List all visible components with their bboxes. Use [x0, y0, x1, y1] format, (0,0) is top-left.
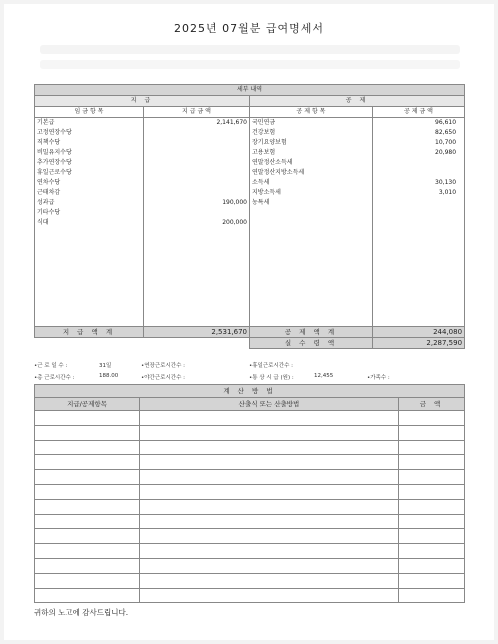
list-value: 190,000: [222, 199, 247, 206]
calc-amount-column-header: 금 액: [399, 398, 465, 411]
calc-title: 계 산 방 법: [35, 385, 465, 398]
work-days-value: 31일: [99, 363, 112, 369]
pay-total-value: 2,531,670: [144, 327, 250, 338]
footer-message: 귀하의 노고에 감사드립니다.: [34, 608, 129, 617]
blank-cell: [35, 338, 250, 349]
hourly-wage-label: •통 상 시 급 (원) :: [249, 375, 294, 381]
list-value: 3,010: [438, 189, 457, 196]
list-value: 30,130: [435, 179, 457, 186]
section-title: 세부 내역: [35, 85, 465, 96]
list-item: 연차수당: [37, 179, 61, 186]
pay-header: 지 급: [35, 96, 250, 107]
list-item: 기타수당: [37, 209, 61, 216]
list-value: 200,000: [222, 219, 247, 226]
table-row: [35, 529, 465, 544]
list-value: [146, 168, 247, 178]
list-item: 지방소득세: [252, 189, 281, 196]
total-hours-label: •총 근로시간수 :: [34, 375, 75, 381]
list-item: 추가연장수당: [37, 159, 72, 166]
list-value: [375, 158, 456, 168]
list-value: [146, 188, 247, 198]
work-days-label: •근 로 일 수 :: [34, 363, 68, 369]
list-value: [375, 168, 456, 178]
list-item: 근태차감: [37, 189, 61, 196]
table-row: [35, 558, 465, 573]
list-item: 농특세: [252, 199, 270, 206]
list-value: [146, 138, 247, 148]
list-item: 식대: [37, 219, 49, 226]
pay-total-label: 지 급 액 계: [35, 327, 144, 338]
table-row: [35, 573, 465, 588]
list-item: 직책수당: [37, 139, 61, 146]
calc-item-column-header: 지급/공제항목: [35, 398, 140, 411]
holiday-hours-label: •휴일근로시간수 :: [249, 363, 294, 369]
calc-method-column-header: 산출식 또는 산출방법: [140, 398, 399, 411]
table-row: [35, 499, 465, 514]
list-item: 소득세: [252, 179, 270, 186]
list-item: 건강보험: [252, 129, 276, 136]
deduct-total-value: 244,080: [373, 327, 465, 338]
list-item: 비밀유지수당: [37, 149, 72, 156]
list-value: 10,700: [435, 139, 457, 146]
list-item: 연말정산지방소득세: [252, 169, 305, 176]
list-value: [146, 148, 247, 158]
table-row: [35, 514, 465, 529]
table-row: [35, 588, 465, 603]
list-item: 연말정산소득세: [252, 159, 293, 166]
table-row: [35, 411, 465, 426]
calculation-table: [34, 384, 465, 603]
total-hours-value: 188.00: [99, 373, 119, 379]
hourly-wage-value: 12,455: [314, 373, 334, 379]
list-item: 휴일근로수당: [37, 169, 72, 176]
list-item: 국민연금: [252, 119, 276, 126]
list-value: [146, 158, 247, 168]
list-value: 96,610: [435, 119, 457, 126]
list-value: [146, 178, 247, 188]
pay-amount-list: [144, 118, 250, 327]
pay-amount-column-header: 지 급 금 액: [144, 107, 250, 118]
overtime-hours-label: •연장근로시간수 :: [141, 363, 186, 369]
table-row: [35, 470, 465, 485]
list-value: 2,141,670: [216, 119, 247, 126]
blurred-info-line: [40, 45, 460, 54]
list-value: [375, 198, 456, 208]
deduct-total-label: 공 제 액 계: [250, 327, 373, 338]
list-value: 82,650: [435, 129, 457, 136]
net-pay-value: 2,287,590: [373, 338, 465, 349]
list-value: [146, 208, 247, 218]
list-item: 고용보험: [252, 149, 276, 156]
table-row: [35, 484, 465, 499]
pay-item-list: [35, 118, 144, 327]
deduct-header: 공 제: [250, 96, 465, 107]
table-row: [35, 440, 465, 455]
table-row: [35, 455, 465, 470]
net-pay-label: 실 수 령 액: [250, 338, 373, 349]
family-count-label: •가족수 :: [367, 375, 390, 381]
list-item: 고정연장수당: [37, 129, 72, 136]
list-value: 20,980: [435, 149, 457, 156]
table-row: [35, 425, 465, 440]
deduct-amount-column-header: 공 제 금 액: [373, 107, 465, 118]
deduct-amount-list: [373, 118, 465, 327]
page-title: 2025년 07월분 급여명세서: [174, 22, 324, 35]
deduct-item-column-header: 공 제 항 목: [250, 107, 373, 118]
list-item: 장기요양보험: [252, 139, 287, 146]
table-row: [35, 544, 465, 559]
pay-item-column-header: 임 금 항 목: [35, 107, 144, 118]
list-item: 기본급: [37, 119, 55, 126]
night-hours-label: •야간근로시간수 :: [141, 375, 186, 381]
list-value: [146, 128, 247, 138]
blurred-info-line: [40, 60, 460, 69]
deduct-item-list: [250, 118, 373, 327]
list-item: 성과급: [37, 199, 55, 206]
details-table: [34, 84, 465, 349]
